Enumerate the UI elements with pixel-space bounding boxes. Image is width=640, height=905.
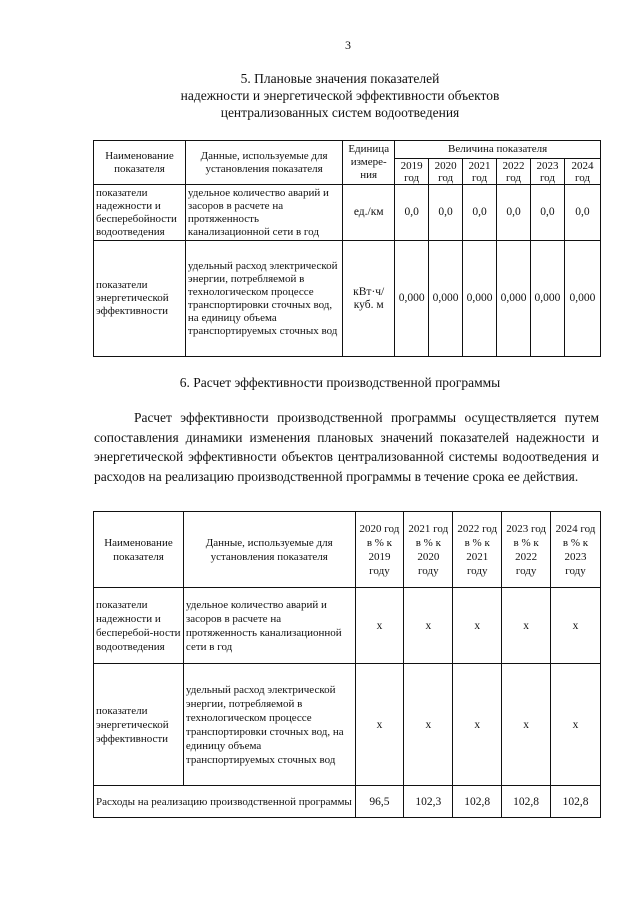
row-data: удельный расход электрической энергии, потребляемой в технологическом процессе транспортировки сточных вод, на единицу объема транспортируемых сточных вод — [185, 241, 342, 357]
year-header: 2021 год — [463, 159, 497, 185]
value-cell: 0,0 — [564, 185, 600, 241]
value-cell: х — [551, 588, 601, 664]
header-unit: Единица измере-ния — [343, 141, 395, 185]
section-5-title-line: централизованных систем водоотведения — [220, 105, 460, 120]
indicators-table — [93, 140, 601, 357]
header-data: Данные, используемые для установления показателя — [185, 141, 342, 185]
expense-value: 102,3 — [404, 786, 453, 818]
value-cell: 0,0 — [395, 185, 429, 241]
row-name: показатели энергетической эффективности — [94, 241, 186, 357]
row-name: показатели надежности и бесперебой-ности водоотведения — [94, 588, 184, 664]
value-cell: х — [453, 664, 502, 786]
section-5-title-line: надежности и энергетической эффективности объектов — [180, 88, 500, 103]
table-row — [94, 241, 601, 357]
body-paragraph — [94, 408, 599, 486]
value-cell: 0,0 — [530, 185, 564, 241]
row-name: показатели надежности и бесперебойности водоотведения — [94, 185, 186, 241]
value-cell: 0,000 — [463, 241, 497, 357]
row-data: удельное количество аварий и засоров в расчете на протяженность канализационной сети в год — [183, 588, 355, 664]
header-name: Наименование показателя — [94, 512, 184, 588]
row-name: показатели энергетической эффективности — [94, 664, 184, 786]
value-cell: х — [502, 588, 551, 664]
value-cell: х — [355, 664, 404, 786]
expense-value: 96,5 — [355, 786, 404, 818]
table-row — [94, 664, 601, 786]
year-header: 2024 год — [564, 159, 600, 185]
year-header: 2020 год в % к 2019 году — [355, 512, 404, 588]
value-cell: х — [404, 664, 453, 786]
table-row-expenses — [94, 786, 601, 818]
expense-value: 102,8 — [551, 786, 601, 818]
value-cell: 0,0 — [463, 185, 497, 241]
expense-value: 102,8 — [453, 786, 502, 818]
expense-value: 102,8 — [502, 786, 551, 818]
year-header: 2023 год — [530, 159, 564, 185]
value-cell: 0,000 — [530, 241, 564, 357]
value-cell: х — [404, 588, 453, 664]
value-cell: 0,0 — [497, 185, 531, 241]
section-5-title-line: 5. Плановые значения показателей — [240, 71, 440, 86]
expenses-label: Расходы на реализацию производственной программы — [94, 786, 356, 818]
value-cell: х — [551, 664, 601, 786]
page-number: 3 — [345, 38, 351, 52]
value-cell: х — [502, 664, 551, 786]
value-cell: х — [355, 588, 404, 664]
value-cell: 0,000 — [564, 241, 600, 357]
value-cell: 0,000 — [395, 241, 429, 357]
value-cell: 0,000 — [429, 241, 463, 357]
row-unit: кВт·ч/ куб. м — [343, 241, 395, 357]
table-row — [94, 588, 601, 664]
year-header: 2019 год — [395, 159, 429, 185]
year-header: 2023 год в % к 2022 году — [502, 512, 551, 588]
year-header: 2021 год в % к 2020 году — [404, 512, 453, 588]
table-row — [94, 185, 601, 241]
efficiency-table — [93, 511, 601, 818]
year-header: 2022 год в % к 2021 году — [453, 512, 502, 588]
row-data: удельный расход электрической энергии, потребляемой в технологическом процессе транспортировки сточных вод, на единицу объема транспортируемых сточных вод — [183, 664, 355, 786]
header-value: Величина показателя — [395, 141, 601, 159]
row-unit: ед./км — [343, 185, 395, 241]
section-5-title — [80, 70, 600, 121]
header-data: Данные, используемые для установления показателя — [183, 512, 355, 588]
year-header: 2020 год — [429, 159, 463, 185]
year-header: 2022 год — [497, 159, 531, 185]
paragraph-text: Расчет эффективности производственной программы осуществляется путем сопоставления динамики изменения плановых значений показателей надежности и энергетической эффективности объектов централизованной системы водоотведения и расходов на реализацию производственной программы в течение срока ее действия. — [94, 410, 599, 484]
year-header: 2024 год в % к 2023 году — [551, 512, 601, 588]
section-6-title: 6. Расчет эффективности производственной программы — [179, 375, 501, 390]
value-cell: 0,0 — [429, 185, 463, 241]
header-name: Наименование показателя — [94, 141, 186, 185]
value-cell: х — [453, 588, 502, 664]
row-data: удельное количество аварий и засоров в расчете на протяженность канализационной сети в год — [185, 185, 342, 241]
value-cell: 0,000 — [497, 241, 531, 357]
